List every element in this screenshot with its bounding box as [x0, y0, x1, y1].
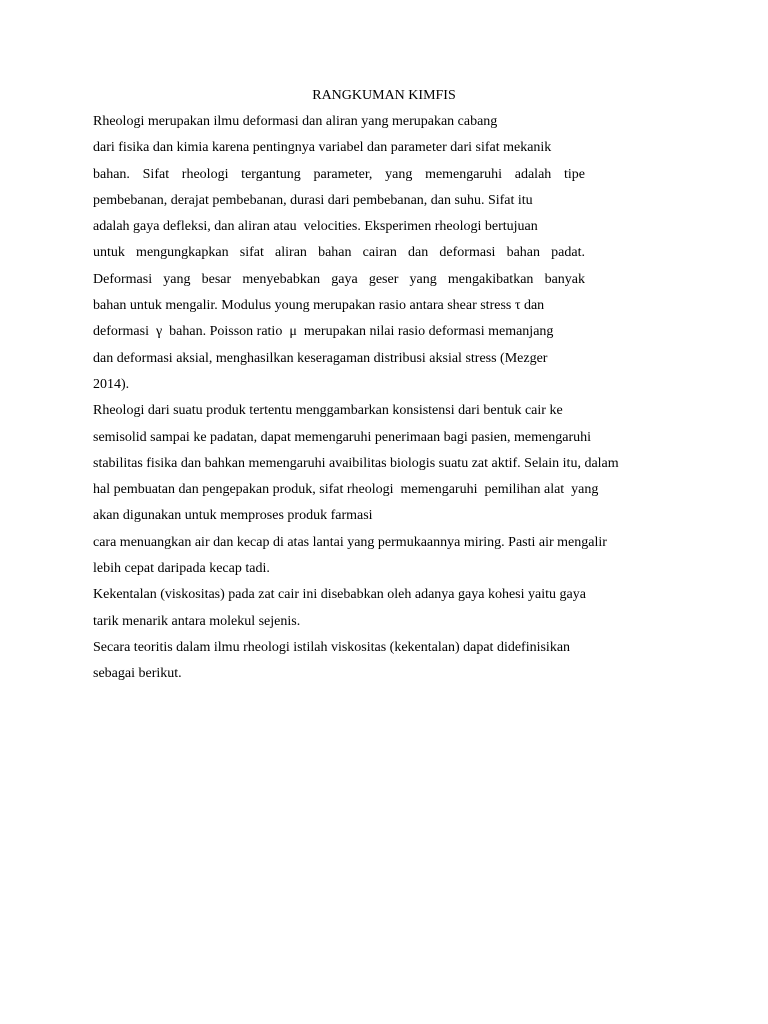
text-line: Secara teoritis dalam ilmu rheologi istilah viskositas (kekentalan) dapat didefinisikan — [93, 639, 571, 655]
text-line: lebih cepat daripada kecap tadi. — [93, 561, 270, 577]
text-line: Rheologi dari suatu produk tertentu menggambarkan konsistensi dari bentuk cair ke — [93, 403, 563, 419]
text-line: hal pembuatan dan pengepakan produk, sifat rheologi memengaruhi pemilihan alat yang — [93, 482, 599, 498]
text-line: dari fisika dan kimia karena pentingnya variabel dan parameter dari sifat mekanik — [93, 140, 552, 156]
text-line: semisolid sampai ke padatan, dapat memengaruhi penerimaan bagi pasien, memengaruhi — [93, 429, 591, 445]
text-line: 2014). — [93, 376, 130, 392]
text-line: deformasi γ bahan. Poisson ratio μ merupakan nilai rasio deformasi memanjang — [93, 324, 554, 340]
text-line: stabilitas fisika dan bahkan memengaruhi avaibilitas biologis suatu zat aktif. Selain itu, dalam — [93, 455, 619, 471]
text-line: Kekentalan (viskositas) pada zat cair ini disebabkan oleh adanya gaya kohesi yaitu gaya — [93, 587, 586, 603]
document-title: RANGKUMAN KIMFIS — [312, 88, 456, 103]
text-line: adalah gaya defleksi, dan aliran atau velocities. Eksperimen rheologi bertujuan — [93, 219, 538, 235]
text-line: cara menuangkan air dan kecap di atas lantai yang permukaannya miring. Pasti air mengalir — [93, 534, 607, 550]
document-body — [93, 112, 619, 691]
text-line: tarik menarik antara molekul sejenis. — [93, 613, 301, 629]
text-line: untuk mengungkapkan sifat aliran bahan cairan dan deformasi bahan padat. — [93, 245, 585, 261]
text-line: dan deformasi aksial, menghasilkan keseragaman distribusi aksial stress (Mezger — [93, 350, 548, 366]
text-line: Rheologi merupakan ilmu deformasi dan aliran yang merupakan cabang — [93, 114, 498, 129]
text-line: bahan untuk mengalir. Modulus young merupakan rasio antara shear stress τ dan — [93, 298, 545, 314]
text-line: akan digunakan untuk memproses produk farmasi — [93, 508, 373, 524]
text-line: pembebanan, derajat pembebanan, durasi dari pembebanan, dan suhu. Sifat itu — [93, 192, 533, 208]
text-line: sebagai berikut. — [93, 666, 182, 682]
text-line: Deformasi yang besar menyebabkan gaya geser yang mengakibatkan banyak — [93, 271, 585, 287]
text-line: bahan. Sifat rheologi tergantung parameter, yang memengaruhi adalah tipe — [93, 166, 585, 182]
